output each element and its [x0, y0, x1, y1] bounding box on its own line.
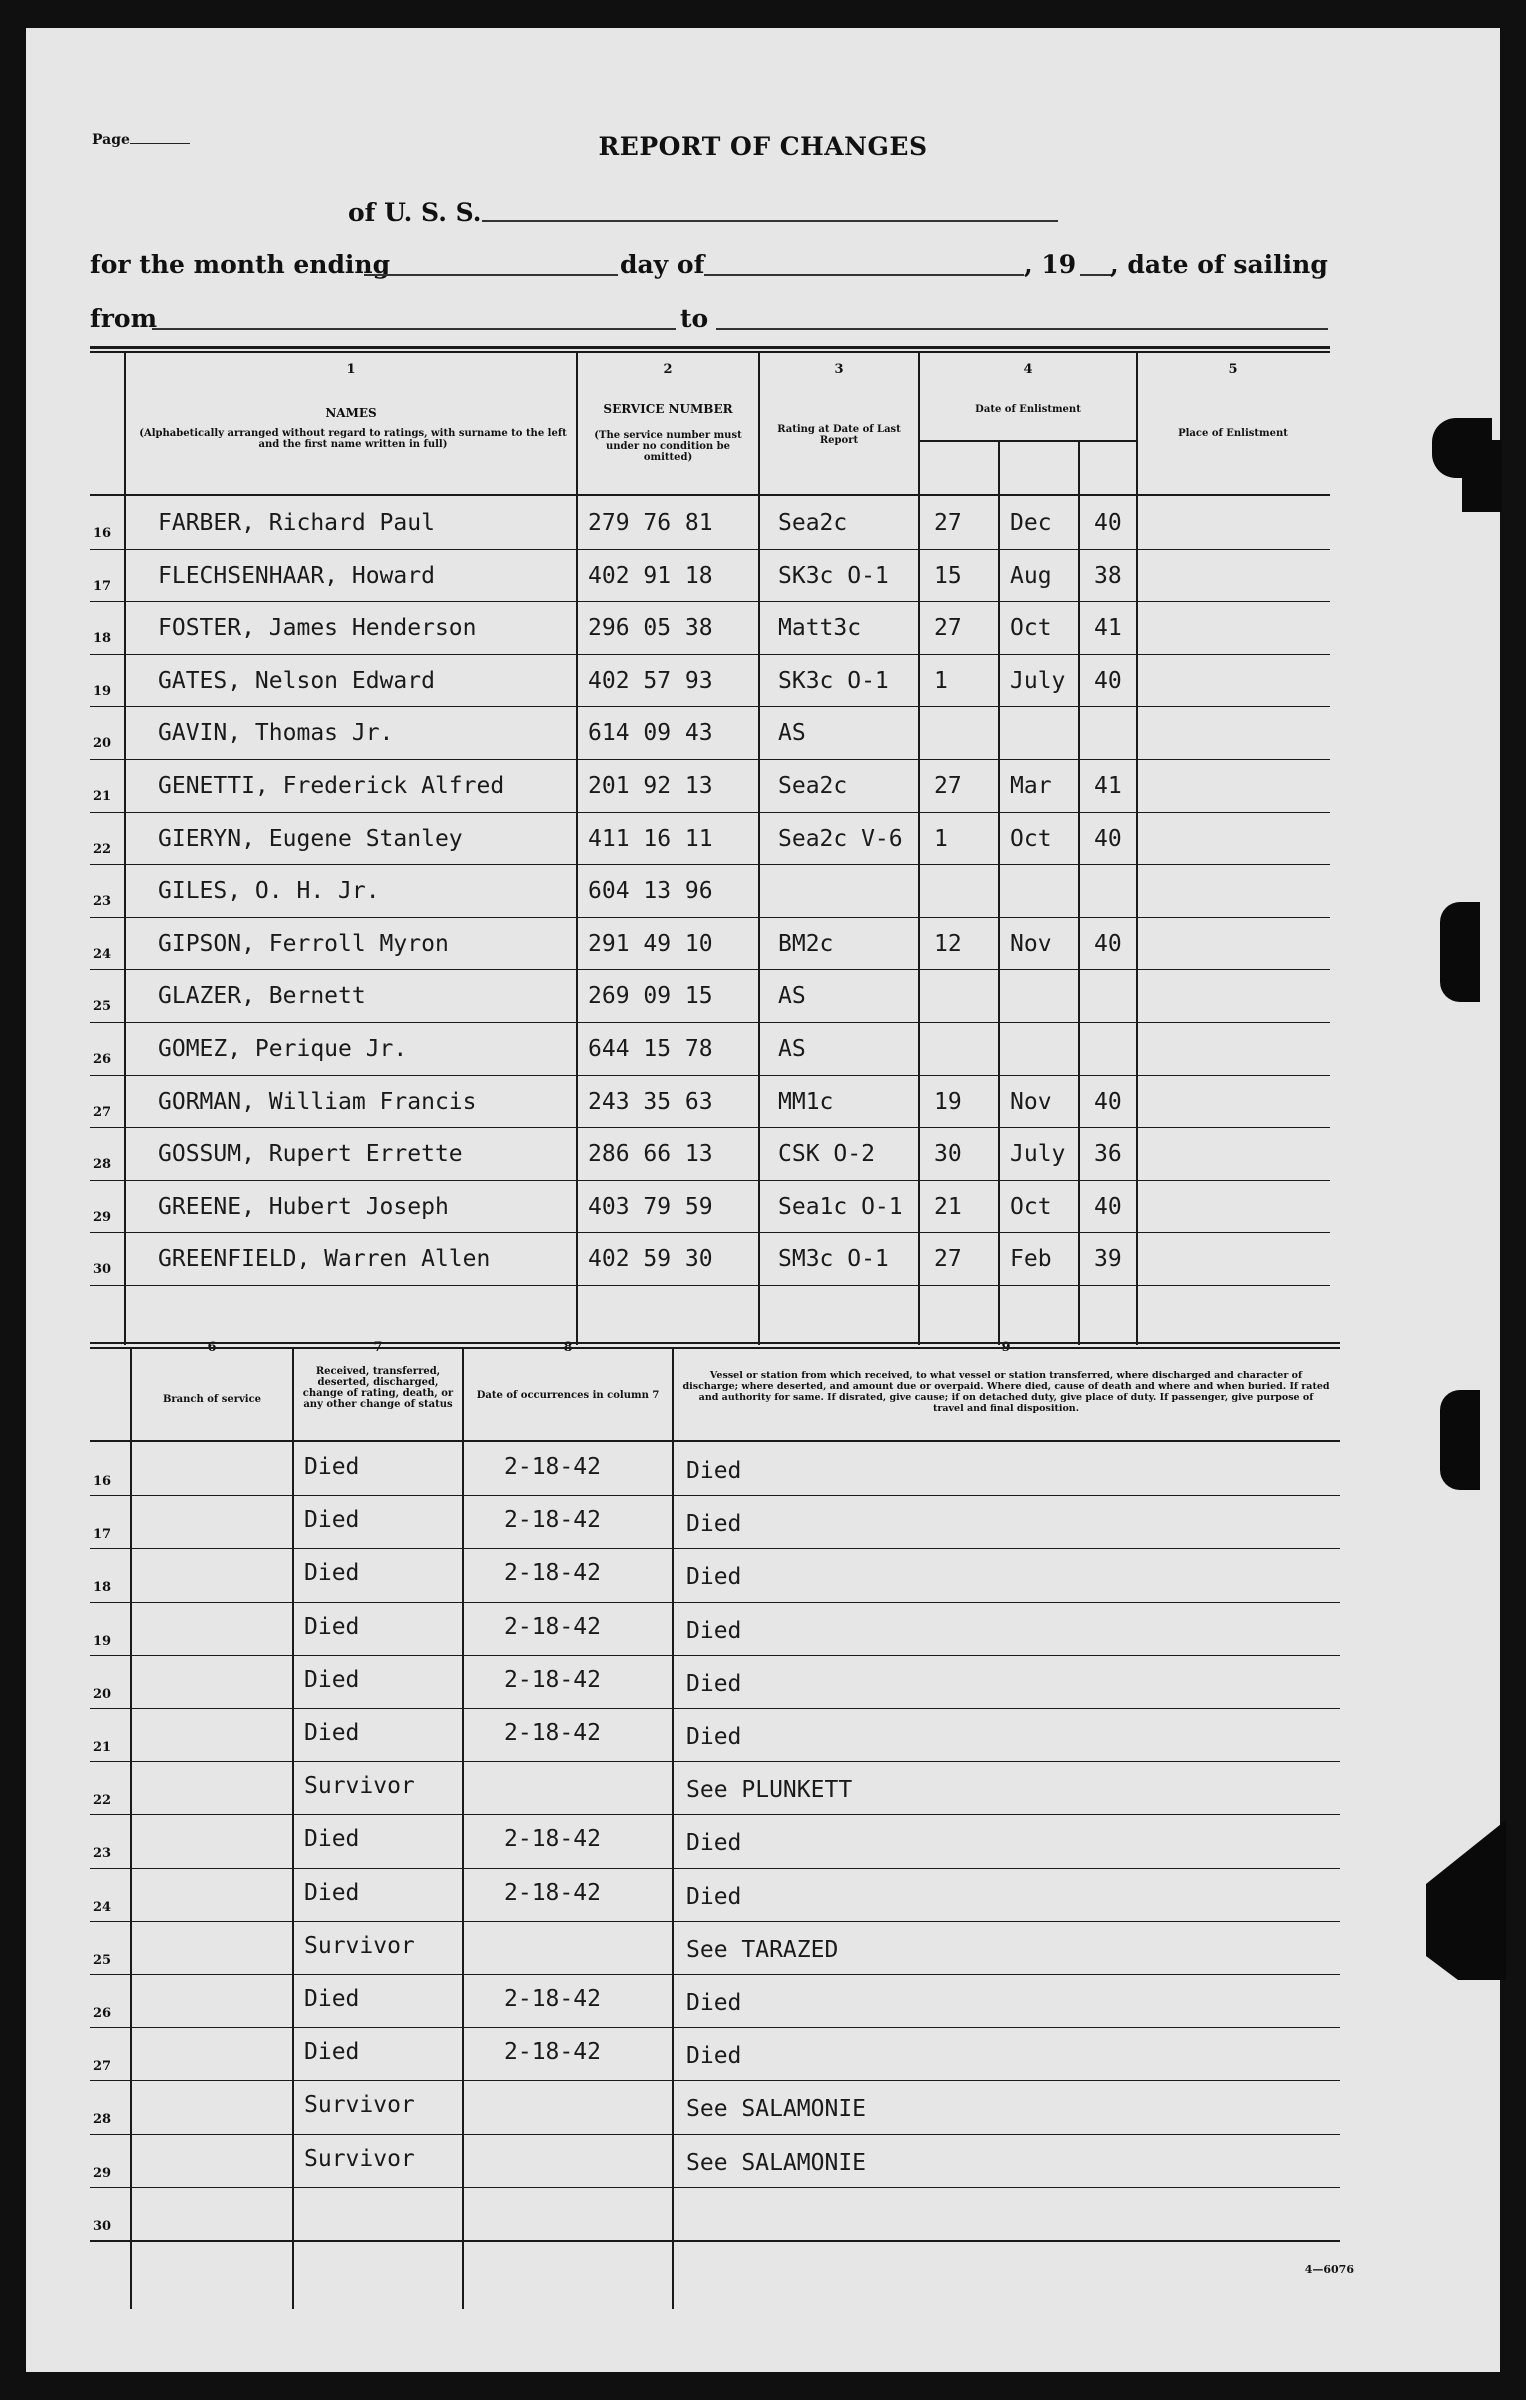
rating-cell: MM1c — [778, 1089, 834, 1115]
bottom-row-rule — [90, 2240, 1340, 2242]
col-8-left-rule — [462, 1349, 464, 2309]
service-number-cell: 201 92 13 — [588, 773, 713, 799]
form-title: REPORT OF CHANGES — [598, 132, 928, 161]
service-number-cell: 402 91 18 — [588, 563, 713, 589]
service-number-cell: 644 15 78 — [588, 1036, 713, 1062]
remarks-cell: See TARAZED — [686, 1937, 839, 1963]
remarks-cell: Died — [686, 1618, 742, 1644]
col-7-title: Received, transferred, deserted, discharged, change of rating, death, or any other change of status — [302, 1366, 454, 1410]
col-3-title: Rating at Date of Last Report — [777, 424, 901, 446]
enlist-month-cell: Nov — [1010, 1089, 1052, 1115]
status-cell: Survivor — [304, 2146, 415, 2172]
rating-cell: CSK O-2 — [778, 1141, 875, 1167]
row-number: 25 — [92, 1953, 112, 1968]
year-label: , 19 — [1024, 250, 1077, 279]
enlist-year-cell: 40 — [1094, 668, 1122, 694]
occurrence-date-cell: 2-18-42 — [504, 1720, 601, 1746]
bottom-row-rule — [90, 2027, 1340, 2028]
enlist-day-cell: 30 — [934, 1141, 962, 1167]
rating-cell: Sea2c — [778, 510, 848, 536]
rating-cell: Matt3c — [778, 615, 862, 641]
from-fill-line — [152, 328, 676, 330]
enlist-month-cell: Mar — [1010, 773, 1052, 799]
name-cell: GOSSUM, Rupert Errette — [158, 1141, 463, 1167]
rating-cell: Sea2c V-6 — [778, 826, 903, 852]
occurrence-date-cell: 2-18-42 — [504, 1826, 601, 1852]
col-2-title: SERVICE NUMBER — [603, 402, 733, 416]
enlist-month-cell: July — [1010, 1141, 1066, 1167]
col-6-left-rule — [130, 1349, 132, 2309]
row-number: 17 — [92, 579, 112, 594]
status-cell: Died — [304, 1507, 360, 1533]
binder-clip-1-tab — [1462, 440, 1502, 512]
service-number-cell: 402 57 93 — [588, 668, 713, 694]
service-number-cell: 403 79 59 — [588, 1194, 713, 1220]
month-ending-fill-line — [364, 274, 618, 276]
day-of-label: day of — [620, 250, 705, 279]
row-number: 19 — [92, 684, 112, 699]
status-cell: Died — [304, 1986, 360, 2012]
col-8-title: Date of occurrences in column 7 — [476, 1390, 660, 1401]
rating-cell: AS — [778, 1036, 806, 1062]
service-number-cell: 269 09 15 — [588, 983, 713, 1009]
enlist-year-cell: 40 — [1094, 1089, 1122, 1115]
service-number-cell: 286 66 13 — [588, 1141, 713, 1167]
top-row-rule — [90, 549, 1330, 550]
date-of-sailing-label: , date of sailing — [1110, 250, 1328, 279]
row-number: 24 — [92, 1900, 112, 1915]
status-cell: Survivor — [304, 1933, 415, 1959]
enlist-day-rule — [998, 442, 1000, 1345]
row-number: 27 — [92, 2059, 112, 2074]
name-cell: FLECHSENHAAR, Howard — [158, 563, 435, 589]
name-cell: GOMEZ, Perique Jr. — [158, 1036, 408, 1062]
name-cell: GILES, O. H. Jr. — [158, 878, 380, 904]
row-number: 18 — [92, 1580, 112, 1595]
remarks-cell: Died — [686, 1830, 742, 1856]
col-4-title: Date of Enlistment — [975, 404, 1081, 415]
status-cell: Died — [304, 1720, 360, 1746]
rating-cell: AS — [778, 720, 806, 746]
row-number: 21 — [92, 1740, 112, 1755]
enlist-month-cell: Nov — [1010, 931, 1052, 957]
enlist-year-cell: 40 — [1094, 510, 1122, 536]
remarks-cell: Died — [686, 1458, 742, 1484]
row-number: 27 — [92, 1105, 112, 1120]
status-cell: Died — [304, 1614, 360, 1640]
row-number: 26 — [92, 1052, 112, 1067]
rating-cell: AS — [778, 983, 806, 1009]
occurrence-date-cell: 2-18-42 — [504, 1667, 601, 1693]
bottom-row-rule — [90, 1548, 1340, 1549]
top-row-rule — [90, 706, 1330, 707]
top-row-rule — [90, 864, 1330, 865]
service-number-cell: 614 09 43 — [588, 720, 713, 746]
rating-cell: BM2c — [778, 931, 834, 957]
occurrence-date-cell: 2-18-42 — [504, 1986, 601, 2012]
name-cell: GAVIN, Thomas Jr. — [158, 720, 394, 746]
row-number: 28 — [92, 1157, 112, 1172]
enlist-day-cell: 21 — [934, 1194, 962, 1220]
year-fill-line — [1080, 274, 1112, 276]
row-number: 17 — [92, 1527, 112, 1542]
remarks-cell: See SALAMONIE — [686, 2150, 867, 2176]
status-cell: Died — [304, 1826, 360, 1852]
bottom-row-rule — [90, 1708, 1340, 1709]
rating-cell: SK3c O-1 — [778, 668, 889, 694]
enlist-month-cell: Oct — [1010, 826, 1052, 852]
col-2-number: 2 — [663, 362, 673, 377]
enlist-day-cell: 15 — [934, 563, 962, 589]
row-number: 23 — [92, 1846, 112, 1861]
row-number: 21 — [92, 789, 112, 804]
enlist-day-cell: 19 — [934, 1089, 962, 1115]
enlist-day-cell: 1 — [934, 826, 948, 852]
rating-cell: Sea1c O-1 — [778, 1194, 903, 1220]
enlist-year-cell: 41 — [1094, 773, 1122, 799]
remarks-cell: Died — [686, 1564, 742, 1590]
from-label: from — [90, 304, 158, 333]
row-number: 22 — [92, 1793, 112, 1808]
mid-rule-2 — [90, 1347, 1340, 1349]
uss-label: of U. S. S. — [348, 198, 482, 227]
row-number: 18 — [92, 631, 112, 646]
name-cell: GENETTI, Frederick Alfred — [158, 773, 505, 799]
to-fill-line — [716, 328, 1328, 330]
col-2-right-rule — [758, 353, 760, 1345]
occurrence-date-cell: 2-18-42 — [504, 2039, 601, 2065]
col-4-number: 4 — [1023, 362, 1033, 377]
row-number: 22 — [92, 842, 112, 857]
top-header-bottom-rule — [90, 494, 1330, 496]
service-number-cell: 296 05 38 — [588, 615, 713, 641]
row-number: 28 — [92, 2112, 112, 2127]
name-cell: GIERYN, Eugene Stanley — [158, 826, 463, 852]
enlist-year-cell: 36 — [1094, 1141, 1122, 1167]
remarks-cell: Died — [686, 1671, 742, 1697]
service-number-cell: 411 16 11 — [588, 826, 713, 852]
enlist-year-cell: 40 — [1094, 826, 1122, 852]
enlist-year-cell: 40 — [1094, 931, 1122, 957]
top-row-rule — [90, 969, 1330, 970]
col-1-left-rule — [124, 353, 126, 1345]
col-1-title: NAMES — [325, 406, 377, 420]
col-3-number: 3 — [834, 362, 844, 377]
name-cell: GATES, Nelson Edward — [158, 668, 435, 694]
occurrence-date-cell: 2-18-42 — [504, 1560, 601, 1586]
row-number: 23 — [92, 894, 112, 909]
bottom-row-rule — [90, 1602, 1340, 1603]
enlist-month-cell: Dec — [1010, 510, 1052, 536]
row-number: 19 — [92, 1634, 112, 1649]
row-number: 30 — [92, 1262, 112, 1277]
col-1-instructions: (Alphabetically arranged without regard to ratings, with surname to the left and the first name written in full) — [139, 428, 567, 450]
bottom-row-rule — [90, 1655, 1340, 1656]
remarks-cell: See PLUNKETT — [686, 1777, 853, 1803]
remarks-cell: See SALAMONIE — [686, 2096, 867, 2122]
row-number: 20 — [92, 1687, 112, 1702]
remarks-cell: Died — [686, 1884, 742, 1910]
page-label: Page — [92, 132, 190, 148]
status-cell: Died — [304, 1454, 360, 1480]
status-cell: Died — [304, 1560, 360, 1586]
month-ending-label: for the month ending — [90, 250, 391, 279]
col-3-right-rule — [918, 353, 920, 1345]
occurrence-date-cell: 2-18-42 — [504, 1507, 601, 1533]
mid-rule-1 — [90, 1342, 1340, 1344]
top-row-rule — [90, 812, 1330, 813]
row-number: 29 — [92, 1210, 112, 1225]
enlist-day-cell: 1 — [934, 668, 948, 694]
enlist-month-cell: Oct — [1010, 1194, 1052, 1220]
bottom-row-rule — [90, 1974, 1340, 1975]
col-5-number: 5 — [1228, 362, 1238, 377]
name-cell: FARBER, Richard Paul — [158, 510, 435, 536]
row-number: 26 — [92, 2006, 112, 2021]
status-cell: Died — [304, 2039, 360, 2065]
enlist-year-cell: 41 — [1094, 615, 1122, 641]
name-cell: GLAZER, Bernett — [158, 983, 366, 1009]
name-cell: GREENFIELD, Warren Allen — [158, 1246, 491, 1272]
row-number: 25 — [92, 999, 112, 1014]
occurrence-date-cell: 2-18-42 — [504, 1454, 601, 1480]
remarks-cell: Died — [686, 1724, 742, 1750]
service-number-cell: 604 13 96 — [588, 878, 713, 904]
row-number: 30 — [92, 2219, 112, 2234]
enlist-year-cell: 40 — [1094, 1194, 1122, 1220]
enlist-day-cell: 27 — [934, 510, 962, 536]
name-cell: GORMAN, William Francis — [158, 1089, 477, 1115]
top-row-rule — [90, 1285, 1330, 1286]
enlist-month-rule — [1078, 442, 1080, 1345]
enlist-month-cell: Feb — [1010, 1246, 1052, 1272]
col-1-number: 1 — [346, 362, 356, 377]
col-7-left-rule — [292, 1349, 294, 2309]
top-row-rule — [90, 1022, 1330, 1023]
status-cell: Died — [304, 1880, 360, 1906]
col-9-left-rule — [672, 1349, 674, 2309]
row-number: 16 — [92, 526, 112, 541]
top-row-rule — [90, 1180, 1330, 1181]
enlist-day-cell: 12 — [934, 931, 962, 957]
col-5-title: Place of Enlistment — [1178, 428, 1288, 439]
bottom-header-bottom-rule — [90, 1440, 1340, 1442]
name-cell: GREENE, Hubert Joseph — [158, 1194, 449, 1220]
row-number: 16 — [92, 1474, 112, 1489]
top-row-rule — [90, 759, 1330, 760]
col-9-title: Vessel or station from which received, to what vessel or station transferred, where discharged and character of discharge; where deserted, and amount due or overpaid. Where died, cause of death and where and when buried. If rated and authority for same. If disrated, give cause; if on detached duty, give place of duty. If passenger, give purpose of travel and final disposition. — [682, 1370, 1330, 1414]
col-1-right-rule — [576, 353, 578, 1345]
service-number-cell: 243 35 63 — [588, 1089, 713, 1115]
status-cell: Died — [304, 1667, 360, 1693]
status-cell: Survivor — [304, 1773, 415, 1799]
col-2-instructions: (The service number must under no condition be omitted) — [594, 430, 742, 463]
enlist-month-cell: Aug — [1010, 563, 1052, 589]
col-6-title: Branch of service — [162, 1394, 262, 1405]
to-label: to — [680, 304, 709, 333]
service-number-cell: 402 59 30 — [588, 1246, 713, 1272]
form-number: 4—6076 — [1304, 2263, 1354, 2276]
bottom-row-rule — [90, 1814, 1340, 1815]
bottom-row-rule — [90, 1921, 1340, 1922]
top-row-rule — [90, 1075, 1330, 1076]
row-number: 29 — [92, 2166, 112, 2181]
enlist-month-cell: July — [1010, 668, 1066, 694]
service-number-cell: 279 76 81 — [588, 510, 713, 536]
name-cell: FOSTER, James Henderson — [158, 615, 477, 641]
bottom-row-rule — [90, 1761, 1340, 1762]
top-row-rule — [90, 1127, 1330, 1128]
name-cell: GIPSON, Ferroll Myron — [158, 931, 449, 957]
top-table-top-rule-2 — [90, 351, 1330, 353]
occurrence-date-cell: 2-18-42 — [504, 1614, 601, 1640]
enlist-month-cell: Oct — [1010, 615, 1052, 641]
bottom-row-rule — [90, 2134, 1340, 2135]
day-of-fill-line — [704, 274, 1024, 276]
remarks-cell: Died — [686, 1511, 742, 1537]
rating-cell: SK3c O-1 — [778, 563, 889, 589]
status-cell: Survivor — [304, 2092, 415, 2118]
binder-clip-2 — [1440, 902, 1480, 1002]
service-number-cell: 291 49 10 — [588, 931, 713, 957]
top-table-top-rule — [90, 346, 1330, 349]
remarks-cell: Died — [686, 2043, 742, 2069]
row-number: 20 — [92, 736, 112, 751]
report-form-page — [26, 28, 1500, 2372]
row-number: 24 — [92, 947, 112, 962]
enlist-year-cell: 38 — [1094, 563, 1122, 589]
col-4-right-rule — [1136, 353, 1138, 1345]
enlist-year-cell: 39 — [1094, 1246, 1122, 1272]
bottom-row-rule — [90, 2187, 1340, 2188]
enlist-day-cell: 27 — [934, 615, 962, 641]
enlist-day-cell: 27 — [934, 1246, 962, 1272]
top-row-rule — [90, 917, 1330, 918]
top-row-rule — [90, 1232, 1330, 1233]
rating-cell: Sea2c — [778, 773, 848, 799]
bottom-row-rule — [90, 1868, 1340, 1869]
top-row-rule — [90, 601, 1330, 602]
enlist-day-cell: 27 — [934, 773, 962, 799]
bottom-row-rule — [90, 1495, 1340, 1496]
binder-clip-3 — [1440, 1390, 1480, 1490]
enlistment-subheader-rule — [918, 440, 1136, 442]
uss-fill-line — [482, 220, 1058, 222]
occurrence-date-cell: 2-18-42 — [504, 1880, 601, 1906]
rating-cell: SM3c O-1 — [778, 1246, 889, 1272]
bottom-row-rule — [90, 2080, 1340, 2081]
remarks-cell: Died — [686, 1990, 742, 2016]
top-row-rule — [90, 654, 1330, 655]
